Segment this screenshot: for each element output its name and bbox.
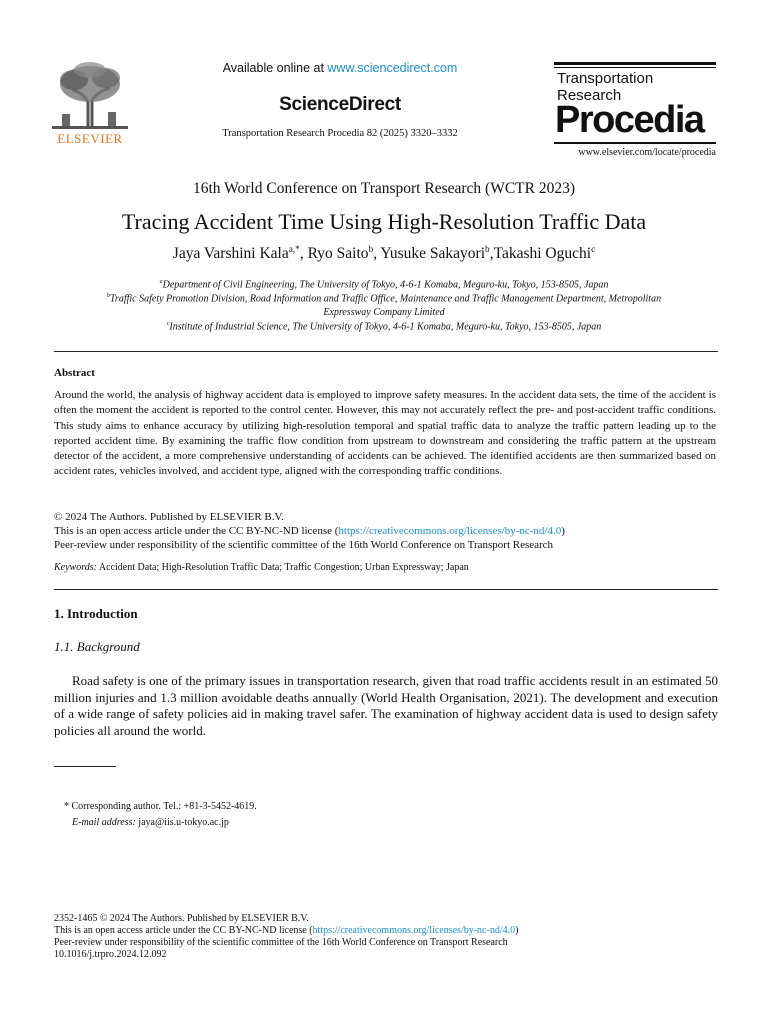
doi-line[interactable]: 10.1016/j.trpro.2024.12.092 (54, 949, 167, 960)
author-name: Jaya Varshini Kala (172, 245, 289, 263)
sciencedirect-link[interactable]: www.sciencedirect.com (327, 61, 458, 75)
journal-logo-line2: Research (557, 87, 622, 104)
footer-peer-review: Peer-review under responsibility of the scientific committee of the 16th World Conference on Transport Research (54, 937, 508, 948)
author-sup: c (591, 245, 596, 255)
journal-logo-rule-thin (554, 67, 716, 68)
author-name: Takashi Oguchi (493, 245, 592, 263)
abstract-text: Around the world, the analysis of highway accident data is employed to improve safety measures. In the accident data sets, the time of the accident is often the moment the accident is reported to the control center. However, this may not accurately reflect the pre- and post-accident traffic conditions. This study aims to enhance accuracy by utilizing high-resolution temporal and spatial traffic data to analyze the traffic pattern leading up to the reported accident time. By examining the traffic flow condition from upstream to downstream and considering the traffic pattern at the upstream detector of the accident, a more comprehensive understanding of accidents can be achieved. The identified accidents are then summarized based on accident rates, vehicles involved, and accident type, aligned with the corresponding traffic conditions. (54, 389, 716, 478)
affiliation-sup: a (159, 279, 163, 285)
copyright-line: © 2024 The Authors. Published by ELSEVIER B.V. (54, 511, 284, 523)
affiliation-a (0, 279, 768, 290)
author-list: Jaya Varshini Kala$^{a,*}$, Ryo Saito$^b$, Yusuke Sakayori$^b$,Takashi Oguchi$^c$ (172, 245, 596, 263)
license-suffix: ) (561, 525, 565, 537)
affiliation-text: Traffic Safety Promotion Division, Road Information and Traffic Office, Maintenance and Traffic Management Department, Metropolitan (109, 293, 662, 305)
subsection-heading: 1.1. Background (54, 639, 140, 654)
available-online (160, 61, 520, 75)
affiliation-text: Institute of Industrial Science, The University of Tokyo, 4-6-1 Komaba, Meguro-ku, Tokyo, 153-8505, Japan (169, 321, 602, 333)
footer-license-line (54, 925, 518, 937)
journal-url[interactable]: www.elsevier.com/locate/procedia (578, 147, 716, 158)
issn-line: 2352-1465 © 2024 The Authors. Published by ELSEVIER B.V. (54, 913, 309, 924)
journal-logo-name: Procedia (555, 99, 704, 141)
affiliation-b (0, 293, 768, 304)
abstract-heading: Abstract (54, 367, 95, 379)
footer-license-prefix: This is an open access article under the CC BY-NC-ND license ( (54, 925, 313, 936)
license-line (54, 525, 565, 537)
abstract-bottom-rule (54, 589, 718, 590)
affiliation-b-continued: Expressway Company Limited (323, 307, 445, 318)
author-sup: a,* (288, 245, 300, 255)
license-prefix: This is an open access article under the CC BY-NC-ND license ( (54, 525, 339, 537)
email-address[interactable]: jaya@iis.u-tokyo.ac.jp (138, 817, 229, 828)
journal-logo-rule-top (554, 62, 716, 65)
keywords-text: Accident Data; High-Resolution Traffic Data; Traffic Congestion; Urban Expressway; Japan (98, 562, 469, 573)
section-heading: 1. Introduction (54, 606, 138, 621)
body-paragraph: Road safety is one of the primary issues in transportation research, given that road traffic accidents result in an estimated 50 million injuries and 1.3 million avoidable deaths annually (World Health Organisation, 2021). The development and execution of a wide range of safety policies aid in making travel safer. The examination of highway accident data is used to design safety policies all around the world. (54, 673, 718, 738)
journal-logo-rule-bottom (554, 142, 716, 144)
affiliation-text: Department of Civil Engineering, The University of Tokyo, 4-6-1 Komaba, Meguro-ku, Tokyo, 153-8505, Japan (162, 279, 609, 291)
peer-review-line: Peer-review under responsibility of the scientific committee of the 16th World Conference on Transport Research (54, 539, 554, 551)
author-sup: b (368, 245, 374, 255)
author-name: Ryo Saito (307, 245, 369, 263)
conference-name: 16th World Conference on Transport Research (WCTR 2023) (192, 180, 576, 197)
email-line (72, 817, 229, 828)
journal-logo-line1: Transportation (557, 70, 654, 87)
license-link[interactable]: https://creativecommons.org/licenses/by-nc-nd/4.0 (338, 525, 562, 537)
affiliation-sup: c (166, 321, 170, 327)
affiliation-c (0, 321, 768, 332)
corresponding-author: * Corresponding author. Tel.: +81-3-5452-4619. (64, 801, 257, 812)
author-name: Yusuke Sakayori (380, 245, 486, 263)
keywords-label: Keywords: (54, 562, 97, 573)
footnote-rule (54, 766, 116, 767)
author-sup: b (485, 245, 490, 255)
email-label: E-mail address: (72, 817, 136, 828)
available-prefix: Available online at (222, 61, 324, 75)
paper-title: Tracing Accident Time Using High-Resolution Traffic Data (121, 209, 647, 234)
keywords-line (54, 562, 469, 573)
abstract-top-rule (54, 351, 718, 352)
journal-citation: Transportation Research Procedia 82 (2025) 3320–3332 (222, 128, 458, 139)
elsevier-wordmark: ELSEVIER (57, 131, 123, 146)
affiliation-sup: b (106, 293, 110, 299)
footer-license-suffix: ) (515, 925, 519, 936)
sciencedirect-brand: ScienceDirect (279, 94, 401, 115)
footer-license-link[interactable]: https://creativecommons.org/licenses/by-nc-nd/4.0 (312, 925, 516, 936)
